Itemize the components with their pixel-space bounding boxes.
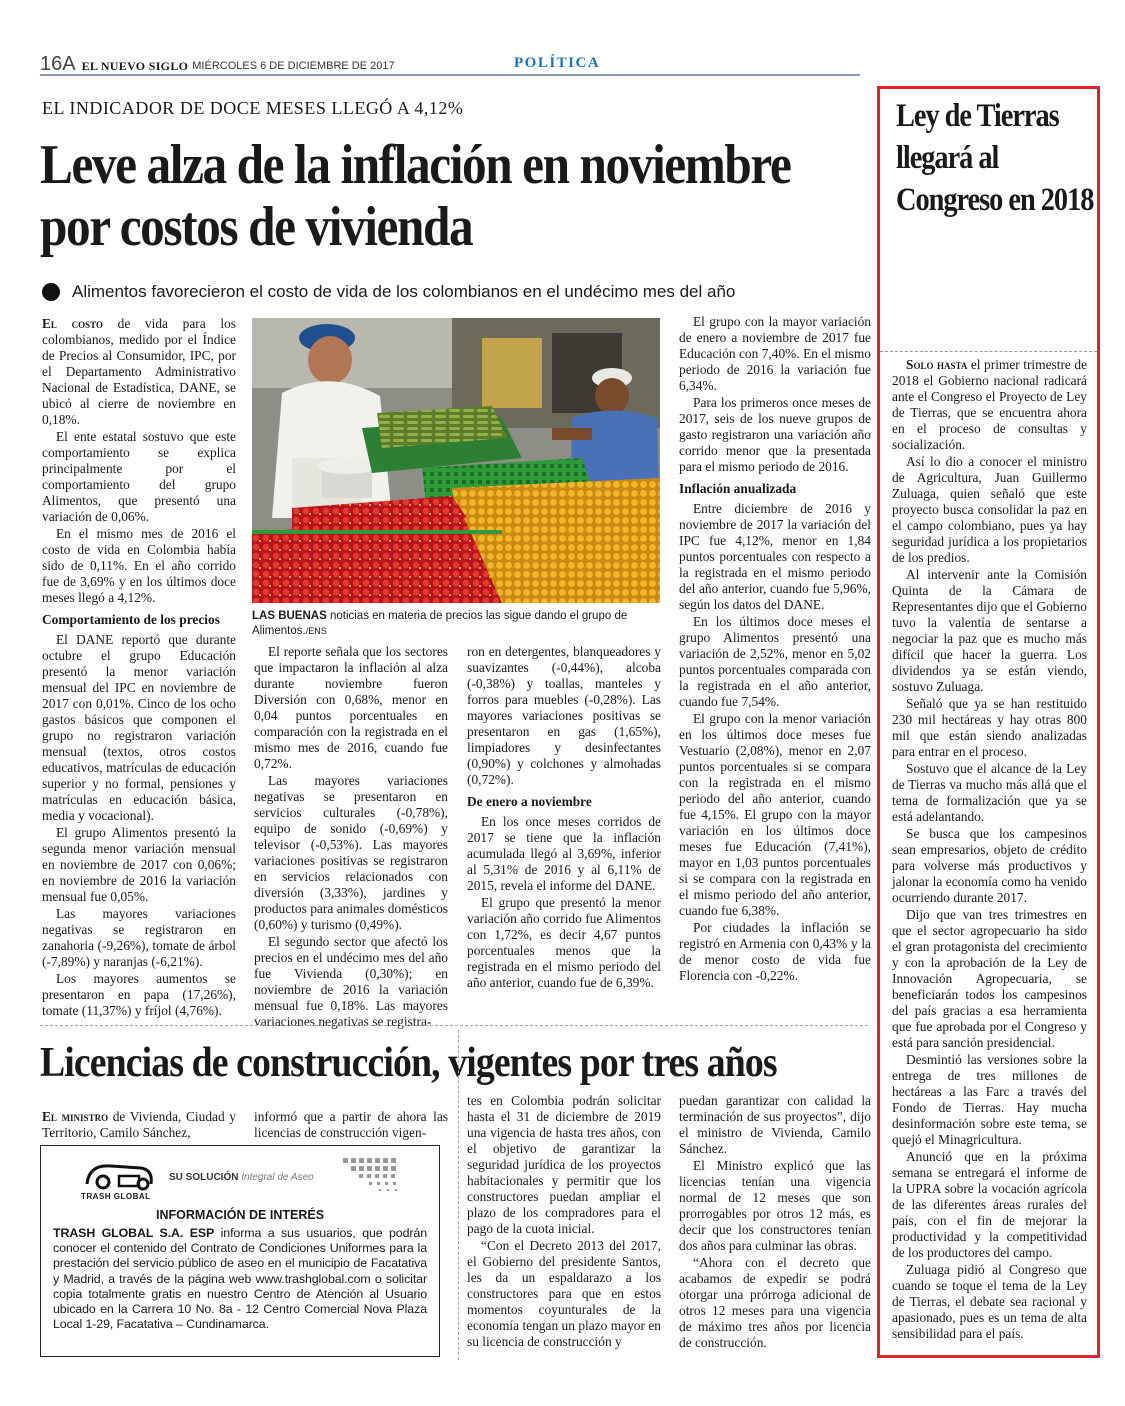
- ad-body-lead: TRASH GLOBAL S.A. ESP: [53, 1226, 215, 1240]
- paragraph: tes en Colombia podrán solicitar hasta el 31 de diciembre de 2019 una vigencia de hasta tres años, con el objetivo de garantizar la seguridad jurídica de los proyectos habitacionales y permitir que los constructores puedan ampliar el plazo de los compradores para el pago de la cuota inicial.: [467, 1093, 661, 1236]
- paragraph: Para los primeros once meses de 2017, seis de los nueve grupos de gasto registraron una variación año corrido menor que la presentada para el mismo periodo de 2016.: [679, 395, 871, 474]
- article-column-2: [254, 644, 448, 1031]
- page-number: 16A: [40, 53, 76, 75]
- paragraph: Dijo que van tres trimestres en que el sector agropecuario ha sido el gran protagonista del crecimiento y con la aprobación de la Ley de Innovación Agropecuaria, se beneficiarán todos los campesinos del país gracias a esa herramienta que fue aprobada por el Congreso y está para sanción presidencial.: [892, 907, 1087, 1050]
- photo-credit: /ENS: [305, 626, 327, 636]
- sidebar-body: [892, 357, 1087, 1343]
- slogan-bold: SU SOLUCIÓN: [169, 1172, 239, 1183]
- article2-column-4: [679, 1093, 871, 1352]
- paragraph: El reporte señala que los sectores que impactaron la inflación al alza durante noviembre fueron Diversión con 0,68%, menor en 0,04 puntos porcentuales en comparación con la registrada en el mismo mes de 2016, cuando fue 0,72%.: [254, 644, 448, 771]
- paragraph: Por ciudades la inflación se registró en Armenia con 0,43% y la de menor costo de vida fue Florencia con -0,22%.: [679, 920, 871, 983]
- paragraph: Desmintió las versiones sobre la entrega de tres millones de hectáreas a las Farc a través del Fondo de Tierras. Hay mucha desinformación sobre este tema, se quejó el Minagricultura.: [892, 1052, 1087, 1147]
- paragraph: Sostuvo que el alcance de la Ley de Tierras va mucho más allá que el tema de formalización que ya se está adelantando.: [892, 761, 1087, 824]
- paragraph: [892, 357, 1087, 453]
- subheading: Inflación anualizada: [679, 481, 797, 496]
- paragraph: En los once meses corridos de 2017 se tiene que la inflación acumulada llegó al 3,69%, inferior al 5,31% de 2016 y al 6,11% de 2015, revela el informe del DANE.: [467, 814, 661, 893]
- paragraph: El ente estatal sostuvo que este comportamiento se explica principalmente por el comportamiento del grupo Alimentos, que presentó una variación de 0,06%.: [42, 429, 236, 524]
- caption-lead: LAS BUENAS: [252, 610, 327, 622]
- market-photo: [252, 318, 660, 603]
- paragraph: Las mayores variaciones negativas se presentaron en servicios culturales (-0,78%), equipo de sonido (-0,69%) y televisor (-0,53%). Las mayores variaciones positivas se registraron en servicios relacionados con diversión (3,33%), jardines y productos para animales domésticos (0,60%) y turismo (0,49%).: [254, 773, 448, 932]
- lead-words: El ministro: [42, 1109, 109, 1124]
- halftone-pattern-icon: [339, 1154, 409, 1204]
- photo-caption: [252, 609, 662, 639]
- paragraph: En el mismo mes de 2016 el costo de vida en Colombia había sido de 0,11%. En el año corrido fue de 3,69% y en los últimos doce meses llegó a 4,12%.: [42, 526, 236, 605]
- article-column-4: [679, 314, 871, 985]
- lead-words: El costo: [42, 316, 103, 331]
- caption-text: noticias en materia de precios las sigue dando el grupo de Alimentos.: [252, 610, 628, 637]
- lead-words: Solo hasta: [906, 357, 968, 372]
- paragraph: Señaló que ya se han restituido 230 mil hectáreas y hay otras 800 mil que están siendo analizadas para entrar en el proceso.: [892, 696, 1087, 759]
- paragraph: En los últimos doce meses el grupo Alimentos presentó una variación de 2,52%, menor en 5,02 puntos porcentuales comparada con la registrada en el año anterior, cuando fue 7,54%.: [679, 614, 871, 709]
- column-divider: [458, 1030, 459, 1360]
- paragraph: El grupo con la menor variación en los últimos doce meses fue Vestuario (2,08%), menor en 2,07 puntos porcentuales si se compara con la registrada en el mismo periodo del año anterior, cuando fue 4,15%. El grupo con la mayor variación en los últimos doce meses fue Educación (7,41%), mayor en 1,03 puntos porcentuales si se compara con la registrada en el mismo periodo del año anterior, cuando fue 6,38%.: [679, 711, 871, 918]
- article2-column-3: [467, 1093, 661, 1351]
- paragraph: Zuluaga pidió al Congreso que cuando se toque el tema de la Ley de Tierras, el debate sea racional y apasionado, pues es un tema de alta sensibilidad para el país.: [892, 1262, 1087, 1341]
- paragraph: Las mayores variaciones negativas se registraron en zanahoria (-9,26%), tomate de árbol (-7,89%) y naranjas (-6,21%).: [42, 906, 236, 969]
- paragraph: Los mayores aumentos se presentaron en papa (17,26%), tomate (11,37%) y fríjol (4,76%).: [42, 971, 236, 1018]
- paragraph: “Con el Decreto 2013 del 2017, el Gobierno del presidente Santos, les da un espaldarazo a los constructores para que en estos momentos coyunturales de la economía tengan un plazo mayor en su licencia de construcción y: [467, 1238, 661, 1349]
- paragraph: ron en detergentes, blanqueadores y suavizantes (-0,44%), alcoba (-0,38%) y toallas, manteles y forros para muebles (-0,28%). Las mayores variaciones positivas se presentaron en gas (1,65%), limpiadores y desinfectantes (0,90%) y colchones y almohadas (0,72%).: [467, 644, 661, 787]
- article-headline: Leve alza de la inflación en noviembre por costos de vivienda: [40, 134, 791, 258]
- article-divider: [40, 1025, 868, 1026]
- issue-date: MIÉRCOLES 6 DE DICIEMBRE DE 2017: [192, 60, 395, 72]
- paragraph: El Ministro explicó que las licencias tenían una vigencia normal de 12 meses que son prorrogables por otros 12 más, es decir que los constructores tenían dos años para culminar las obras.: [679, 1158, 871, 1253]
- paragraph-text: el primer trimestre de 2018 el Gobierno nacional radicará ante el Congreso el Proyecto de Ley de Tierras, que se encuentra ahora en el proceso de consultas y socialización.: [892, 357, 1088, 452]
- paragraph: puedan garantizar con calidad la terminación de sus proyectos”, dijo el ministro de Vivienda, Camilo Sánchez.: [679, 1093, 871, 1156]
- article-kicker: EL INDICADOR DE DOCE MESES LLEGÓ A 4,12%: [42, 98, 464, 118]
- article2-headline: Licencias de construcción, vigentes por tres años: [40, 1040, 777, 1086]
- paragraph: Al intervenir ante la Comisión Quinta de la Cámara de Representantes dijo que el Gobierno tuvo la valentía de sentarse a negociar la paz que es mucho más difícil que hacer la guerra. Los dividendos ya se están viendo, sostuvo Zuluaga.: [892, 567, 1087, 694]
- paragraph: Entre diciembre de 2016 y noviembre de 2017 la variación del IPC fue 4,12%, menor en 1,84 puntos porcentuales con respecto a la registrada en el mismo periodo del año anterior, cuando fue 5,96%, según los datos del DANE.: [679, 501, 871, 612]
- ad-title: INFORMACIÓN DE INTERÉS: [155, 1208, 325, 1222]
- ad-brand: TRASH GLOBAL: [81, 1192, 151, 1201]
- article2-column-2: [254, 1109, 448, 1142]
- advertisement-box: [40, 1145, 440, 1357]
- paragraph: Se busca que los campesinos sean empresarios, objeto de crédito para volverse más productivos y jalonar la economía como ha venido ocurriendo durante 2017.: [892, 826, 1087, 905]
- sidebar-divider: [880, 351, 1097, 352]
- bullet-dot-icon: [42, 283, 60, 301]
- article-column-1: [42, 316, 236, 1020]
- ad-slogan: [169, 1172, 314, 1183]
- sidebar-title: Ley de Tierras llegará al Congreso en 2018: [896, 98, 1094, 218]
- paragraph: [42, 316, 236, 428]
- article-column-3: [467, 644, 661, 992]
- subheading: Comportamiento de los precios: [42, 612, 220, 627]
- section-label: POLÍTICA: [514, 55, 601, 71]
- paragraph: El grupo que presentó la menor variación año corrido fue Alimentos con 1,72%, es decir 4,67 puntos porcentuales menos que la registrada en el mismo periodo del año anterior, cuando fue de 6,39%.: [467, 895, 661, 990]
- paragraph: El segundo sector que afectó los precios en el undécimo mes del año fue Vivienda (0,30%); en noviembre de 2016 la variación mensual fue 0,18%. Las mayores variaciones negativas se registra-: [254, 934, 448, 1029]
- subheading: De enero a noviembre: [467, 794, 592, 809]
- market-photo-illustration: [252, 318, 660, 603]
- ad-body: [53, 1226, 427, 1332]
- article2-column-1: [42, 1109, 236, 1142]
- publication-name: EL NUEVO SIGLO: [81, 59, 189, 73]
- paragraph: El DANE reportó que durante octubre el grupo Educación presentó la menor variación mensual del IPC en noviembre de 2017 con 0,01%. Cinco de los ocho gastos básicos que componen el grupo no registraron variación mensual (textos, otros costos educativos, matrículas de educación superior y no formal, pensiones y matrículas en educación básica, media y vocacional).: [42, 632, 236, 823]
- paragraph: El grupo Alimentos presentó la segunda menor variación mensual en noviembre de 2017 con 0,06%; en noviembre de 2016 la variación mensual fue 0,05%.: [42, 825, 236, 904]
- paragraph: [42, 1109, 236, 1141]
- slogan-rest: Integral de Aseo: [238, 1172, 314, 1183]
- article-subhead: [42, 282, 862, 302]
- paragraph-text: de vida para los colombianos, medido por el Índice de Precios al Consumidor, IPC, por el Departamento Administrativo Nacional de Estadística, DANE, se ubicó al cierre de noviembre en 0,18%.: [42, 316, 236, 427]
- ad-body-text: informa a sus usuarios, que podrán conocer el contenido del Contrato de Condiciones Uniformes para la prestación del servicio público de aseo en el municipio de Facatativa y Madrid, a través de la página web www.trashglobal.com o solicitar copia totalmente gratis en nuestro Centro de Atención al Usuario ubicado en la Carrera 10 No. 8a - 12 Centro Comercial Nova Plaza Local 1-29, Facatativa – Cundinamarca.: [53, 1226, 427, 1332]
- subhead-text: Alimentos favorecieron el costo de vida de los colombianos en el undécimo mes del año: [72, 282, 736, 301]
- paragraph: “Ahora con el decreto que acabamos de expedir se podrá otorgar una prórroga adicional de otros 12 meses para una vigencia de máximo tres años por licencia de construcción.: [679, 1255, 871, 1350]
- paragraph-text: de Vivienda, Ciudad y Territorio, Camilo Sánchez,: [42, 1109, 236, 1140]
- sidebar-box: [877, 86, 1100, 1358]
- paragraph: Anunció que en la próxima semana se entregará el informe de la UPRA sobre la vocación agrícola de las diferentes áreas rurales del país, con el fin de mejorar la productividad y la competitividad de los productores del campo.: [892, 1149, 1087, 1260]
- paragraph: Así lo dio a conocer el ministro de Agricultura, Juan Guillermo Zuluaga, quien señaló que este proyecto busca consolidar la paz en el campo colombiano, pues ya hay seguridad jurídica a los propietarios de los predios.: [892, 454, 1087, 565]
- paragraph: El grupo con la mayor variación de enero a noviembre de 2017 fue Educación con 7,40%. En el mismo periodo de 2016 la variación fue 6,34%.: [679, 314, 871, 393]
- page-header: [40, 48, 860, 76]
- paragraph: informó que a partir de ahora las licencias de construcción vigen-: [254, 1109, 448, 1140]
